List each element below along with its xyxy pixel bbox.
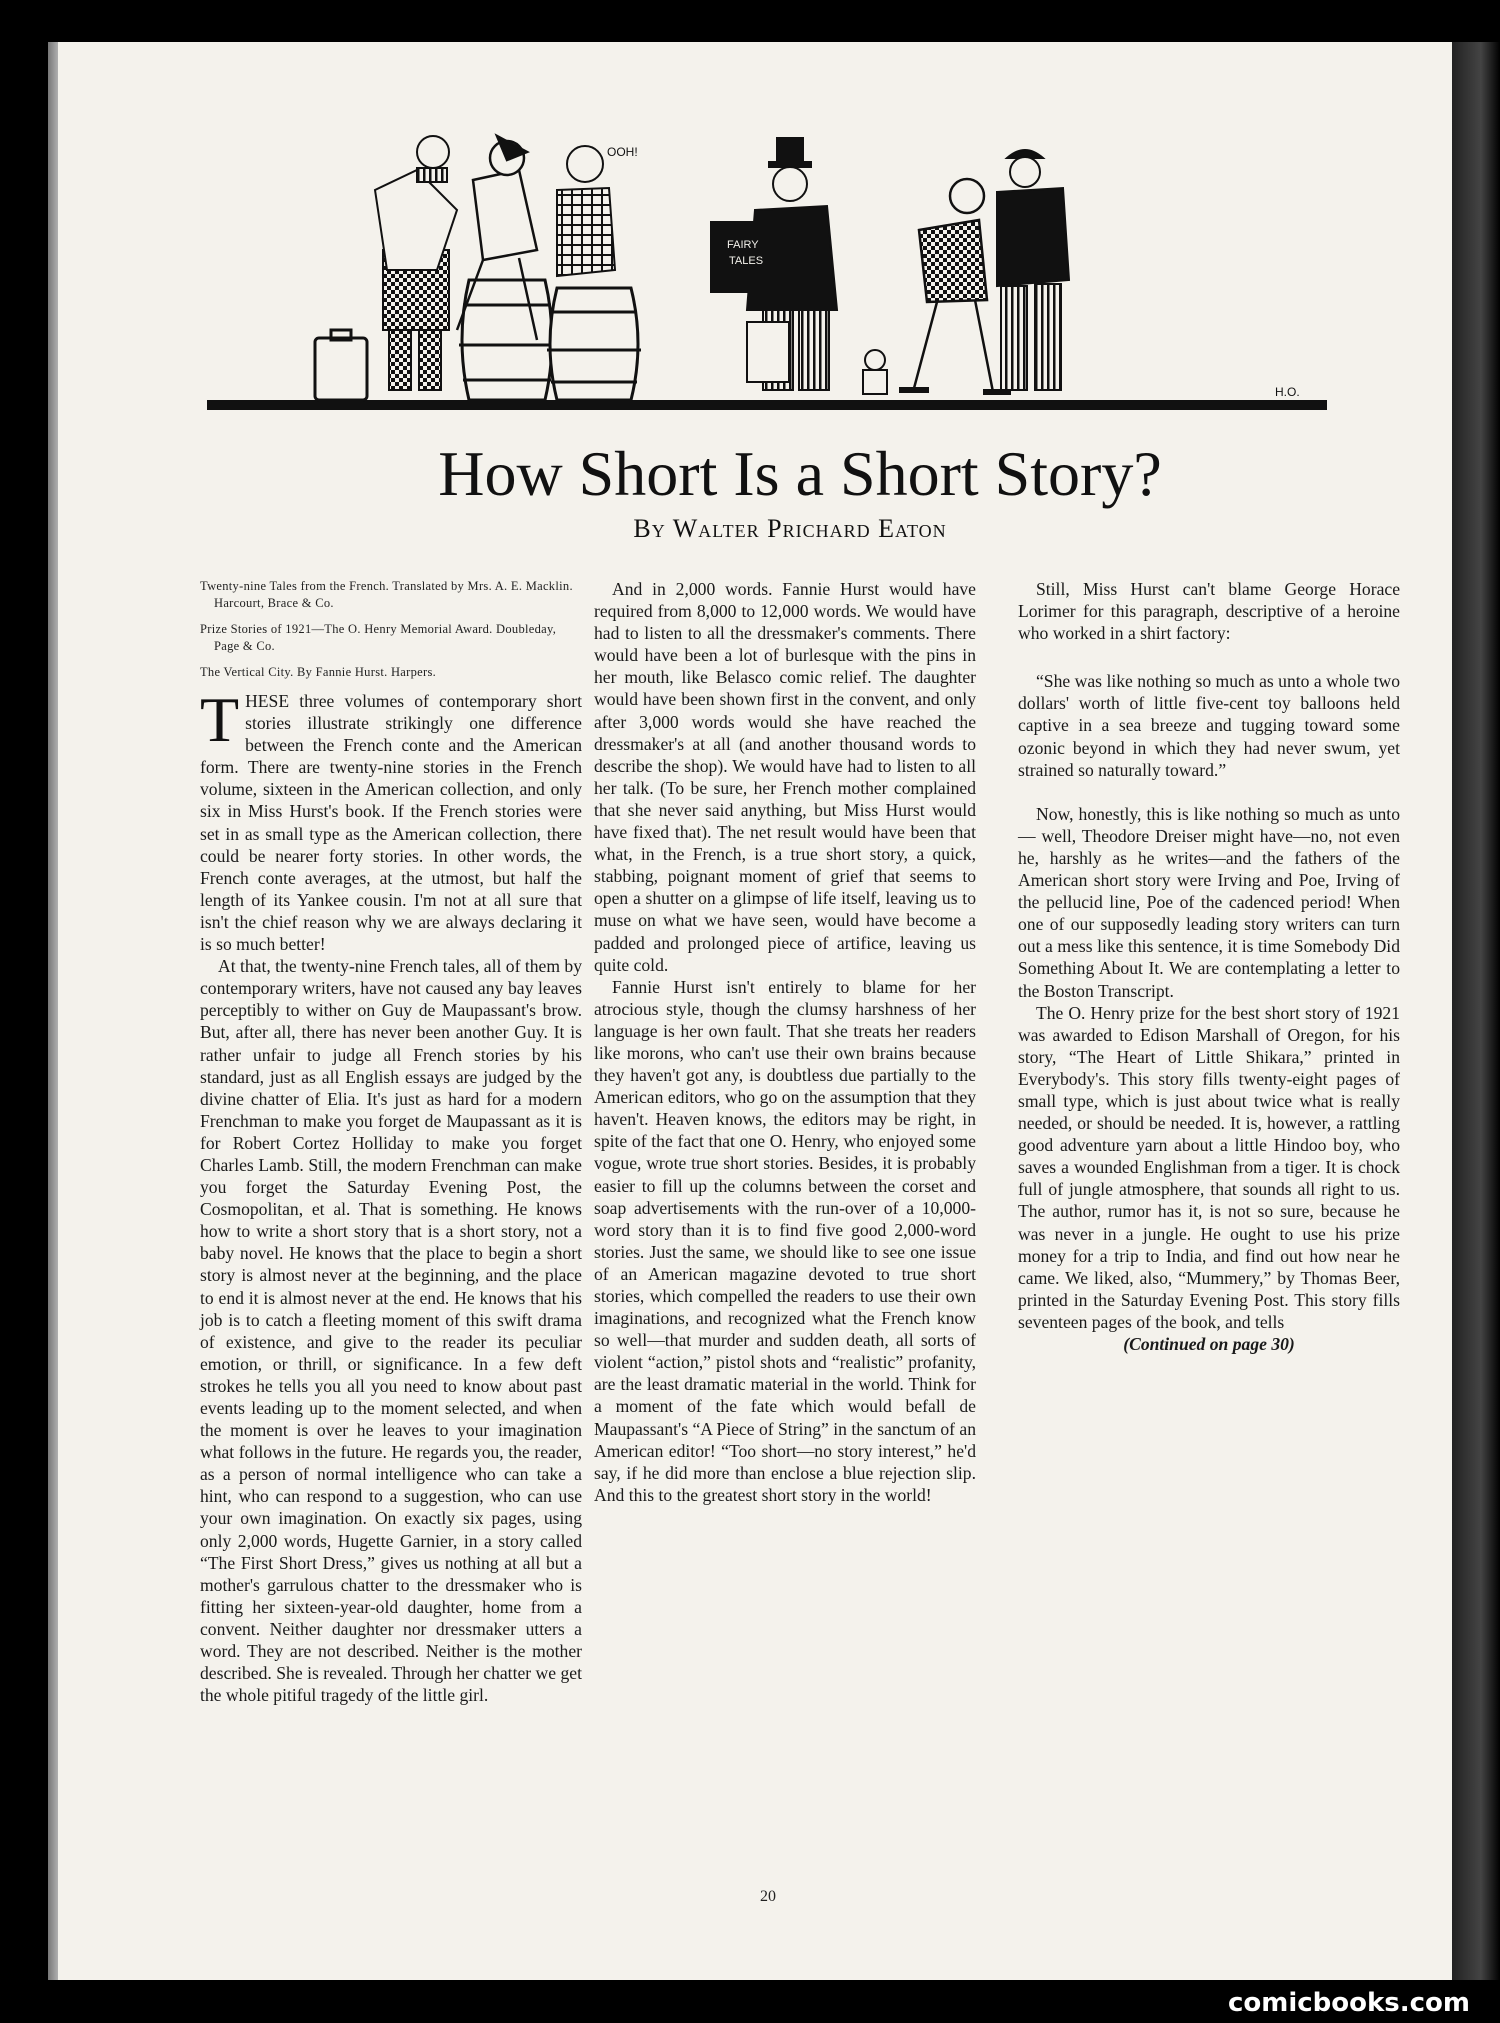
man-with-scarf <box>375 136 457 270</box>
page-number: 20 <box>760 1888 776 1905</box>
book-citation: Prize Stories of 1921—The O. Henry Memorial Award. Doubleday, Page & Co. <box>200 622 557 653</box>
man-bowler-hat <box>997 150 1069 390</box>
man-plaid <box>557 145 638 276</box>
text-column-2 <box>594 578 976 1506</box>
ground-line <box>207 400 1327 410</box>
artist-signature: H.O. <box>1275 385 1300 399</box>
man-top-hat-reading <box>711 138 837 390</box>
text-column-1 <box>200 578 582 1706</box>
speech-text: OOH! <box>607 145 638 159</box>
book-citation: Twenty-nine Tales from the French. Translated by Mrs. A. E. Macklin. Harcourt, Brace & Co. <box>200 579 573 610</box>
article-byline: By Walter Prichard Eaton <box>633 514 947 543</box>
book-citation: The Vertical City. By Fannie Hurst. Harpers. <box>200 665 437 679</box>
paragraph: Now, honestly, this is like nothing so much as unto — well, Theodore Dreiser might have—no, not even he, harshly as he writes—and the fathers of the American short story were Irving and Poe, Irving of the pellucid line, Poe of the cadenced period! When one of our supposedly leading story writers can turn out a mess like this sentence, it is time Somebody Did Something About It. We are contemplating a letter to the Boston Transcript. <box>1018 803 1400 1001</box>
facing-page-edge <box>1452 42 1500 1980</box>
site-watermark: comicbooks.com <box>1227 1988 1470 2018</box>
paragraph-text: HESE three volumes of contemporary short stories illustrate strikingly one difference between the French conte and the American form. There are twenty-nine stories in the French volume, sixteen in the American collection, and only six in Miss Hurst's book. If the French stories were set in as small type as the American collection, there could be nearer forty stories. In other words, the French conte averages, at the utmost, but half the length of its Yankee cousin. I'm not at all sure that isn't the chief reason why we are always declaring it is so much better! <box>200 691 582 955</box>
continued-notice: (Continued on page 30) <box>1123 1334 1295 1354</box>
suitcase-icon <box>315 338 367 400</box>
article-title: How Short Is a Short Story? <box>438 438 1162 509</box>
paragraph: Still, Miss Hurst can't blame George Horace Lorimer for this paragraph, descriptive of a heroine who worked in a shirt factory: <box>1018 579 1400 644</box>
paragraph: Fannie Hurst isn't entirely to blame for her atrocious style, though the clumsy harshness of her language is her own fault. That she treats her readers like morons, who can't use their own brains because they haven't got any, is doubtless due partially to the American editors, who go on the assumption that they haven't. Heaven knows, the editors may be right, in spite of the fact that one O. Henry, who enjoyed some vogue, wrote true short stories. Besides, it is probably easier to fill up the columns between the corset and soap advertisements with the run-over of a 10,000-word story than it is to find five good 2,000-word stories. Just the same, we should like to see one issue of an American magazine devoted to true short stories, which compelled the readers to use their own imaginations, and recognized what the French know so well—that murder and sudden death, all sorts of violent “action,” pistol shots and “realistic” profanity, are the least dramatic material in the world. Think for a moment of the fate which would befall de Maupassant's “A Piece of String” in the sanctum of an American editor! “Too short—no story interest,” he'd say, if he did more than enclose a blue rejection slip. And this to the greatest short story in the world! <box>594 976 976 1505</box>
block-quote: “She was like nothing so much as unto a whole two dollars' worth of little five-cent toy balloons held captive in a sea breeze and tugging toward some ozonic beyond in which they had never swum, yet strained so naturally toward.” <box>1018 671 1400 780</box>
barrel-icon <box>547 288 641 400</box>
paragraph: The O. Henry prize for the best short story of 1921 was awarded to Edison Marshall of Oregon, for his story, “The Heart of Little Shikara,” printed in Everybody's. This story fills twenty-eight pages of small type, which is just about twice what is really needed, or should be needed. It is, however, a rattling good adventure yarn about a little Hindoo boy, who saves a wounded Englishman from a tiger. It is chock full of jungle atmosphere, that sounds all right to us. The author, rumor has it, is not so sure, because he was never in a jungle. He ought to use his prize money for a trip to India, and find out how near he came. We liked, also, “Mummery,” by Thomas Beer, printed in the Saturday Evening Post. This story fills seventeen pages of the book, and tells <box>1018 1002 1400 1332</box>
man-being-pushed <box>899 179 1011 392</box>
jar-icon <box>863 350 887 394</box>
drop-cap: T <box>200 684 240 755</box>
paragraph: At that, the twenty-nine French tales, all of them by contemporary writers, have not caused any bay leaves perceptibly to wither on Guy de Maupassant's brow. But, after all, there has never been another Guy. It is rather unfair to judge all French stories by his standard, just as all English essays are judged by the divine chatter of Elia. It's just as hard for a modern Frenchman to make you forget de Maupassant as it is for Robert Cortez Holliday to make you forget Charles Lamb. Still, the modern Frenchman can make you forget the Saturday Evening Post, the Cosmopolitan, et al. That is something. He knows how to write a short story that is a short story, not a baby novel. He knows that the place to begin a short story is almost never at the beginning, and the place to end it is almost never at the end. He knows that his job is to catch a fleeting moment of this swift drama of existence, and give to the reader its peculiar emotion, or thrill, or significance. In a few deft strokes he tells you all you need to know about past events leading up to the moment selected, and when the moment is over he leaves to your imagination what follows in the future. He regards you, the reader, as a person of normal intelligence who can take a hint, who can respond to a suggestion, who can use your own imagination. On exactly six pages, using only 2,000 words, Hugette Garnier, in a story called “The First Short Dress,” gives us nothing at all but a mother's garrulous chatter to the dressmaker who is fitting her sixteen-year-old daughter, home from a convent. Neither daughter nor dressmaker utters a word. They are not described. Neither is the mother described. She is revealed. Through her chatter we get the whole pitiful tragedy of the little girl. <box>200 956 582 1706</box>
books-reviewed <box>200 578 582 681</box>
barrel-icon <box>459 280 555 400</box>
header-cartoon <box>207 130 1327 413</box>
text-column-3 <box>1018 578 1400 1355</box>
paragraph <box>200 684 582 955</box>
book-label-tales: TALES <box>729 255 764 267</box>
book-label-fairy: FAIRY <box>727 239 759 251</box>
paragraph: And in 2,000 words. Fannie Hurst would have required from 8,000 to 12,000 words. We would have had to listen to all the dressmaker's comments. There would have been a lot of burlesque with the pins in her mouth, like Belasco comic relief. The daughter would have been shown first in the convent, and only after 3,000 words would she have reached the dressmaker's at all (and another thousand words to describe the shop). We would have had to listen to all her talk. (To be sure, her French mother complained that she never said anything, but Miss Hurst would have fixed that). The net result would have been that what, in the French, is a true short story, a quick, stabbing, poignant moment of grief that seems to open a shutter on a glimpse of life itself, leaving us to muse on what we have seen, would have become a padded and prolonged piece of artifice, leaving us quite cold. <box>594 579 976 975</box>
